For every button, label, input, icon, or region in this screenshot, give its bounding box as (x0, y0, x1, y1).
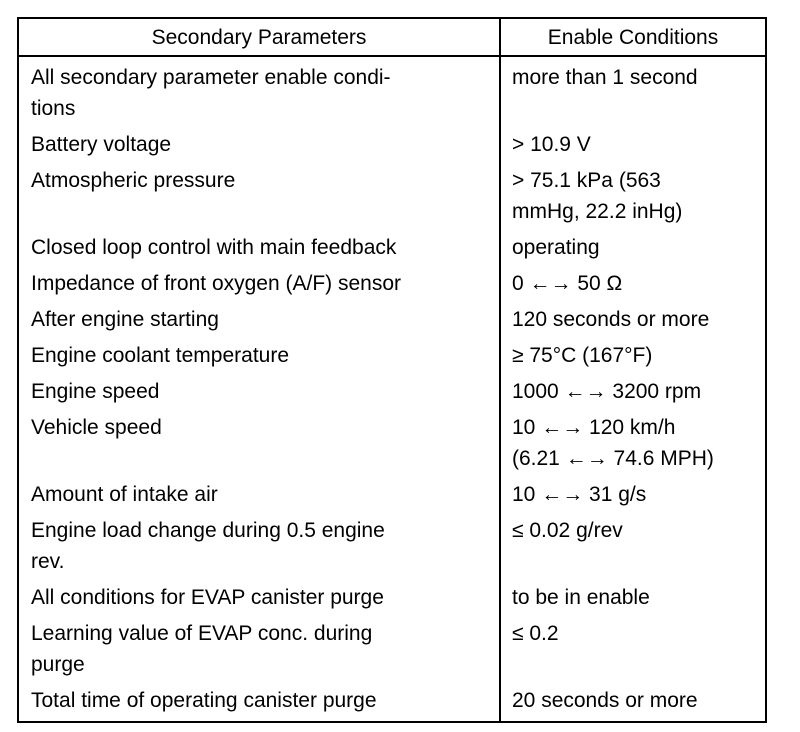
condition-cell: to be in enable (512, 586, 650, 609)
table-row (18, 304, 766, 340)
column-header-secondary-parameters: Secondary Parameters (18, 18, 500, 56)
table-header-row (18, 18, 766, 56)
parameter-cell: Engine speed (18, 376, 500, 412)
table-row (18, 479, 766, 515)
condition-cell: 10 ←→ 31 g/s (512, 483, 647, 506)
table-row (18, 268, 766, 304)
table-row (18, 56, 766, 129)
parameter-cell: Learning value of EVAP conc. during purge (18, 618, 500, 685)
condition-cell: > 10.9 V (512, 133, 591, 156)
condition-cell: 1000 ←→ 3200 rpm (512, 380, 702, 403)
condition-cell: 20 seconds or more (512, 689, 698, 712)
condition-cell: operating (512, 236, 600, 259)
parameter-cell: Amount of intake air (18, 479, 500, 515)
table-row (18, 412, 766, 479)
column-header-enable-conditions: Enable Conditions (500, 18, 766, 56)
parameter-cell: After engine starting (18, 304, 500, 340)
parameter-cell: Vehicle speed (18, 412, 500, 479)
table-row (18, 165, 766, 232)
condition-cell: 0 ←→ 50 Ω (512, 272, 623, 295)
table-row (18, 685, 766, 722)
table-row (18, 515, 766, 582)
table-row (18, 340, 766, 376)
parameter-cell: Engine coolant temperature (18, 340, 500, 376)
condition-cell: more than 1 second (512, 66, 698, 89)
parameter-cell: Impedance of front oxygen (A/F) sensor (18, 268, 500, 304)
table-row (18, 618, 766, 685)
table-row (18, 582, 766, 618)
parameter-cell: Atmospheric pressure (18, 165, 500, 232)
condition-cell: 10 ←→ 120 km/h (6.21 ←→ 74.6 MPH) (512, 416, 714, 470)
table-row (18, 376, 766, 412)
parameter-cell: Engine load change during 0.5 engine rev. (18, 515, 500, 582)
condition-cell: > 75.1 kPa (563 mmHg, 22.2 inHg) (512, 169, 683, 223)
condition-cell: ≤ 0.2 (512, 622, 559, 645)
condition-cell: ≤ 0.02 g/rev (512, 519, 623, 542)
parameter-cell: Closed loop control with main feedback (18, 232, 500, 268)
parameter-cell: All conditions for EVAP canister purge (18, 582, 500, 618)
condition-cell: ≥ 75°C (167°F) (512, 344, 653, 367)
table-row (18, 232, 766, 268)
secondary-parameters-table (17, 17, 767, 723)
parameter-cell: Total time of operating canister purge (18, 685, 500, 722)
condition-cell: 120 seconds or more (512, 308, 710, 331)
parameter-cell: Battery voltage (18, 129, 500, 165)
table-row (18, 129, 766, 165)
parameter-cell: All secondary parameter enable condi- tions (18, 56, 500, 129)
